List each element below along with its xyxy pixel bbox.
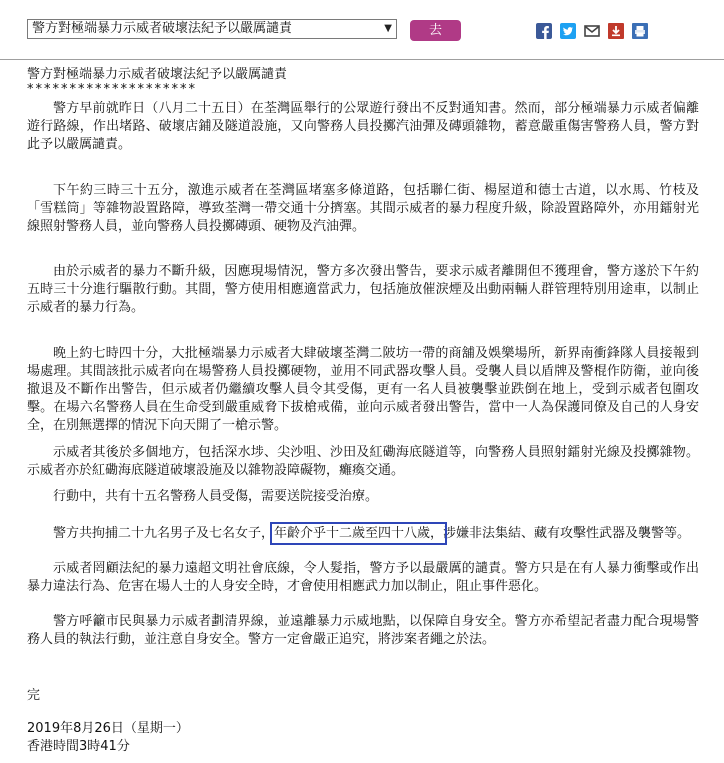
facebook-icon[interactable] — [536, 23, 552, 39]
top-toolbar — [0, 0, 724, 60]
paragraph-9: 警方呼籲市民與暴力示威者劃清界線，並遠離暴力示威地點，以保障自身安全。警方亦希望記者盡力配合現場警務人員的執法行動，並注意自身安全。警方一定會嚴正追究，將涉案者繩之於法。 — [27, 614, 699, 647]
paragraph-4: 晚上約七時四十分，大批極端暴力示威者大肆破壞荃灣二陂坊一帶的商舖及娛樂場所，新界南衝鋒隊人員接報到場處理。其間該批示威者向在場警務人員投擲硬物，並用不同武器攻擊人員。受襲人員以盾牌及警棍作防衛，並向後撤退及不斷作出警告，但示威者仍繼續攻擊人員令其受傷，更有一名人員被襲擊並跌倒在地上，受到示威者包圍攻擊。在場六名警務人員在生命受到嚴重威脅下拔槍戒備，並向示威者發出警告，當中一人為保護同僚及自己的人身安全，在別無選擇的情況下向天開了一槍示警。 — [27, 346, 699, 433]
article-select[interactable] — [27, 19, 397, 39]
arrest-text-after: 涉嫌非法集結、藏有攻擊性武器及襲警等。 — [443, 526, 691, 541]
paragraph-arrests — [27, 525, 699, 543]
paragraph-2: 下午約三時三十五分，激進示威者在荃灣區堵塞多條道路，包括聯仁街、楊屋道和德士古道，以水馬、竹枝及「雪糕筒」等雜物設置路障，導致荃灣一帶交通十分擠塞。其間示威者的暴力程度升級，除設置路障外，亦用鐳射光線照射警務人員，並向警務人員投擲磚頭、硬物及汽油彈。 — [27, 183, 699, 234]
arrest-text-before: 警方共拘捕二十九名男子及七名女子， — [53, 526, 275, 541]
paragraph-5: 示威者其後於多個地方，包括深水埗、尖沙咀、沙田及紅磡海底隧道等，向警務人員照射鐳射光線及投擲雜物。示威者亦於紅磡海底隧道破壞設施及以雜物設障礙物，癱瘓交通。 — [27, 445, 699, 478]
highlighted-age-range: 年齡介乎十二歲至四十八歲， — [274, 526, 444, 541]
twitter-icon[interactable] — [560, 23, 576, 39]
go-button[interactable]: 去 — [410, 20, 461, 41]
paragraph-1: 警方早前就昨日（八月二十五日）在荃灣區舉行的公眾遊行發出不反對通知書。然而，部分極端暴力示威者偏離遊行路線，作出堵路、破壞店鋪及隧道設施，又向警務人員投擲汽油彈及磚頭雜物，蓄意嚴重傷害警務人員，警方對此予以嚴厲譴責。 — [27, 101, 699, 152]
download-icon[interactable] — [608, 23, 624, 39]
article-select-value: 警方對極端暴力示威者破壞法紀予以嚴厲譴責 — [32, 21, 293, 36]
paragraph-6: 行動中，共有十五名警務人員受傷，需要送院接受治療。 — [53, 489, 379, 504]
paragraph-3: 由於示威者的暴力不斷升級，因應現場情況，警方多次發出警告，要求示威者離開但不獲理會，警方遂於下午約五時三十分進行驅散行動。其間，警方使用相應適當武力，包括施放催淚煙及出動兩輛人群管理特別用途車，以制止示威者的暴力行為。 — [27, 264, 699, 315]
chevron-down-icon: ▼ — [384, 23, 392, 34]
release-date: 2019年8月26日（星期一） — [27, 721, 189, 736]
paragraph-8: 示威者罔顧法紀的暴力遠超文明社會底線，令人髮指，警方予以最嚴厲的譴責。警方只是在有人暴力衝擊或作出暴力違法行為、危害在場人士的人身安全時，才會使用相應武力加以制止，阻止事件惡化。 — [27, 561, 699, 594]
end-mark: 完 — [27, 688, 41, 703]
email-icon[interactable] — [584, 23, 600, 39]
release-time: 香港時間3時41分 — [27, 739, 130, 754]
print-icon[interactable] — [632, 23, 648, 39]
title-divider: ******************** — [27, 82, 197, 97]
article-title: 警方對極端暴力示威者破壞法紀予以嚴厲譴責 — [27, 67, 288, 82]
